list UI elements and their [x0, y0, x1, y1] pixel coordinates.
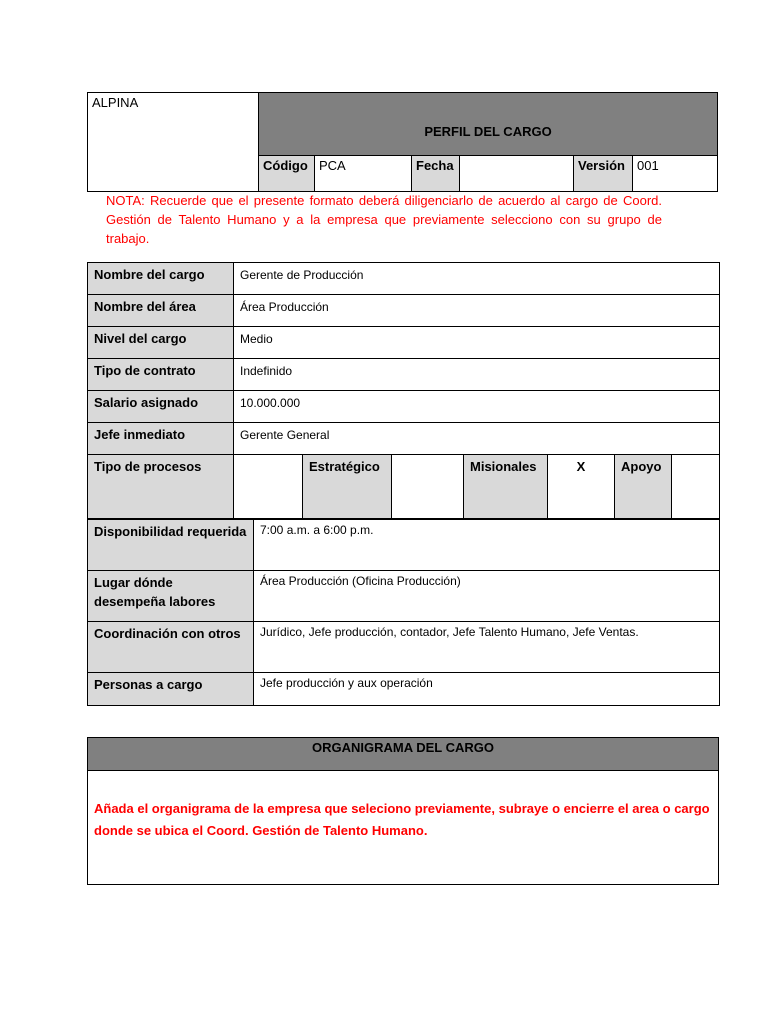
salario-value: 10.000.000 — [234, 391, 720, 423]
tipo-procesos-blank — [234, 455, 303, 519]
nombre-area-value: Área Producción — [234, 295, 720, 327]
disponibilidad-value: 7:00 a.m. a 6:00 p.m. — [254, 520, 720, 571]
apoyo-value[interactable] — [672, 455, 720, 519]
fecha-label: Fecha — [412, 156, 460, 192]
company-name: ALPINA — [88, 93, 259, 192]
jefe-label: Jefe inmediato — [88, 423, 234, 455]
lugar-label: Lugar dónde desempeña labores — [88, 571, 254, 622]
disponibilidad-label: Disponibilidad requerida — [88, 520, 254, 571]
estrategico-value[interactable] — [392, 455, 464, 519]
tipo-contrato-label: Tipo de contrato — [88, 359, 234, 391]
misionales-label: Misionales — [464, 455, 548, 519]
nombre-cargo-value: Gerente de Producción — [234, 263, 720, 295]
nombre-area-label: Nombre del área — [88, 295, 234, 327]
header-table — [87, 92, 718, 192]
misionales-value[interactable]: X — [548, 455, 615, 519]
nivel-cargo-value: Medio — [234, 327, 720, 359]
tipo-contrato-value: Indefinido — [234, 359, 720, 391]
job-details-table — [87, 519, 720, 706]
codigo-label: Código — [259, 156, 315, 192]
fecha-value[interactable] — [460, 156, 574, 192]
version-value: 001 — [633, 156, 718, 192]
coordinacion-label: Coordinación con otros — [88, 622, 254, 673]
lugar-value: Área Producción (Oficina Producción) — [254, 571, 720, 622]
nivel-cargo-label: Nivel del cargo — [88, 327, 234, 359]
form-title: PERFIL DEL CARGO — [259, 93, 718, 156]
codigo-value: PCA — [315, 156, 412, 192]
jefe-value: Gerente General — [234, 423, 720, 455]
apoyo-label: Apoyo — [615, 455, 672, 519]
tipo-procesos-label: Tipo de procesos — [88, 455, 234, 519]
personas-value: Jefe producción y aux operación — [254, 673, 720, 706]
job-info-table — [87, 262, 720, 519]
coordinacion-value: Jurídico, Jefe producción, contador, Jefe Talento Humano, Jefe Ventas. — [254, 622, 720, 673]
organigrama-table — [87, 737, 719, 885]
nombre-cargo-label: Nombre del cargo — [88, 263, 234, 295]
note-text: NOTA: Recuerde que el presente formato deberá diligenciarlo de acuerdo al cargo de Coord. Gestión de Talento Humano y a la empresa que previamente selecciono con su grupo de trabajo. — [106, 193, 662, 246]
personas-label: Personas a cargo — [88, 673, 254, 706]
organigrama-title: ORGANIGRAMA DEL CARGO — [88, 738, 719, 771]
organigrama-instruction: Añada el organigrama de la empresa que seleciono previamente, subraye o encierre el area o cargo donde se ubica el Coord. Gestión de Talento Humano. — [94, 801, 710, 838]
estrategico-label: Estratégico — [303, 455, 392, 519]
salario-label: Salario asignado — [88, 391, 234, 423]
version-label: Versión — [574, 156, 633, 192]
